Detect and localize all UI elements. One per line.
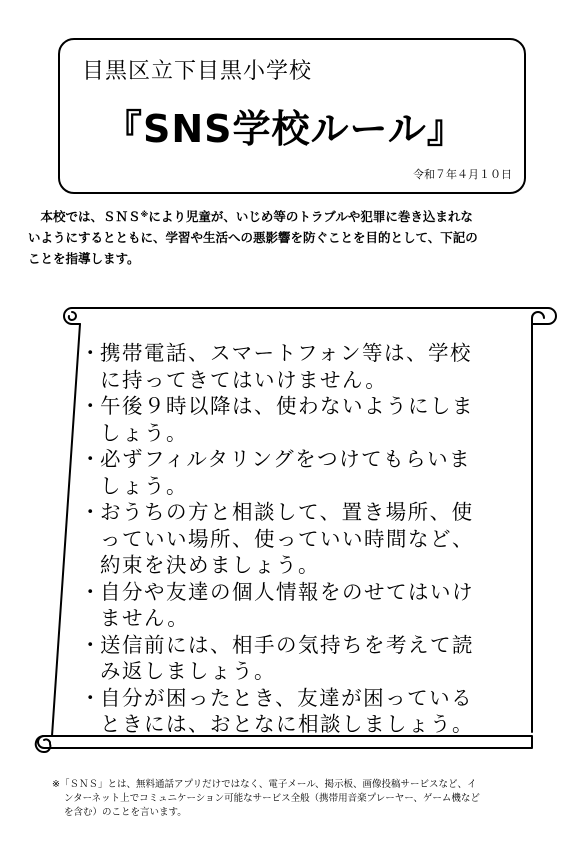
rule-bullet: ・ — [80, 579, 102, 604]
issue-date: 令和７年４月１０日 — [413, 168, 512, 181]
scroll-left-edge — [52, 324, 80, 736]
rule-bullet: ・ — [80, 447, 102, 471]
rules-list — [80, 340, 520, 738]
rule-line: 携帯電話、スマートフォン等は、学校 — [100, 341, 472, 365]
intro-line-1-start: 本校では、ＳＮＳ — [40, 209, 141, 224]
scroll-top-right-curl — [532, 312, 544, 324]
rule-line: に持ってきてはいけません。 — [100, 367, 388, 392]
rule-line: 送信前には、相手の気持ちを考えて読 — [100, 632, 474, 657]
rule-item — [80, 685, 520, 738]
intro-line-1 — [28, 206, 558, 227]
intro-line-1-end: により児童が、いじめ等のトラブルや犯罪に巻き込まれな — [148, 209, 473, 224]
page-title: 『SNS学校ルール』 — [104, 107, 466, 151]
intro-line-3: ことを指導します。 — [28, 251, 140, 266]
footnote-line-2: ンターネット上でコミュニケーション可能なサービス全般（携帯用音楽プレーヤー、ゲーム機など — [64, 793, 480, 804]
rule-bullet: ・ — [80, 394, 102, 418]
rule-bullet: ・ — [80, 632, 102, 657]
rule-bullet: ・ — [80, 500, 102, 524]
rule-item — [80, 393, 520, 446]
rule-item — [80, 446, 520, 499]
rule-line: しょう。 — [100, 420, 188, 445]
rule-line: み返しましょう。 — [100, 659, 276, 683]
intro-paragraph — [28, 206, 558, 269]
rule-line: 約束を決めましょう。 — [100, 553, 320, 577]
intro-line-2: いようにするとともに、学習や生活への悪影響を防ぐことを目的として、下記の — [28, 230, 478, 245]
footnote-mark: ※ — [140, 210, 149, 219]
rule-line: 午後９時以降は、使わないようにしま — [100, 394, 474, 418]
rule-item — [80, 340, 520, 393]
rule-bullet: ・ — [80, 341, 102, 365]
rule-item — [80, 632, 520, 685]
rule-line: しょう。 — [100, 473, 188, 498]
rule-item — [80, 579, 520, 632]
rule-line: 自分や友達の個人情報をのせてはいけ — [100, 579, 474, 604]
rule-line: ときには、おとなに相談しましょう。 — [100, 712, 474, 736]
footnote-line-3: を含む）のことを言います。 — [64, 807, 187, 818]
rule-item — [80, 499, 520, 579]
scroll-top-roll — [72, 308, 556, 324]
rule-line: っていい場所、使っていい時間など、 — [100, 526, 474, 551]
scroll-bottom-left-curl — [36, 736, 51, 752]
school-name: 目黒区立下目黒小学校 — [82, 59, 313, 84]
rule-line: 自分が困ったとき、友達が困っている — [100, 685, 474, 710]
footnote — [52, 778, 552, 820]
rule-line: 必ずフィルタリングをつけてもらいま — [100, 447, 472, 471]
rule-line: おうちの方と相談して、置き場所、使 — [100, 500, 474, 524]
scroll-bottom-roll — [38, 736, 532, 748]
footnote-line-1: ※「ＳＮＳ」とは、無料通話アプリだけではなく、電子メール、掲示板、画像投稿サービスなど、イ — [52, 779, 477, 790]
rule-line: ません。 — [100, 606, 190, 630]
rule-bullet: ・ — [80, 685, 102, 710]
scroll-top-left-curl — [64, 308, 80, 324]
scroll-top-curl-inner — [69, 312, 76, 320]
title-box — [58, 38, 526, 194]
